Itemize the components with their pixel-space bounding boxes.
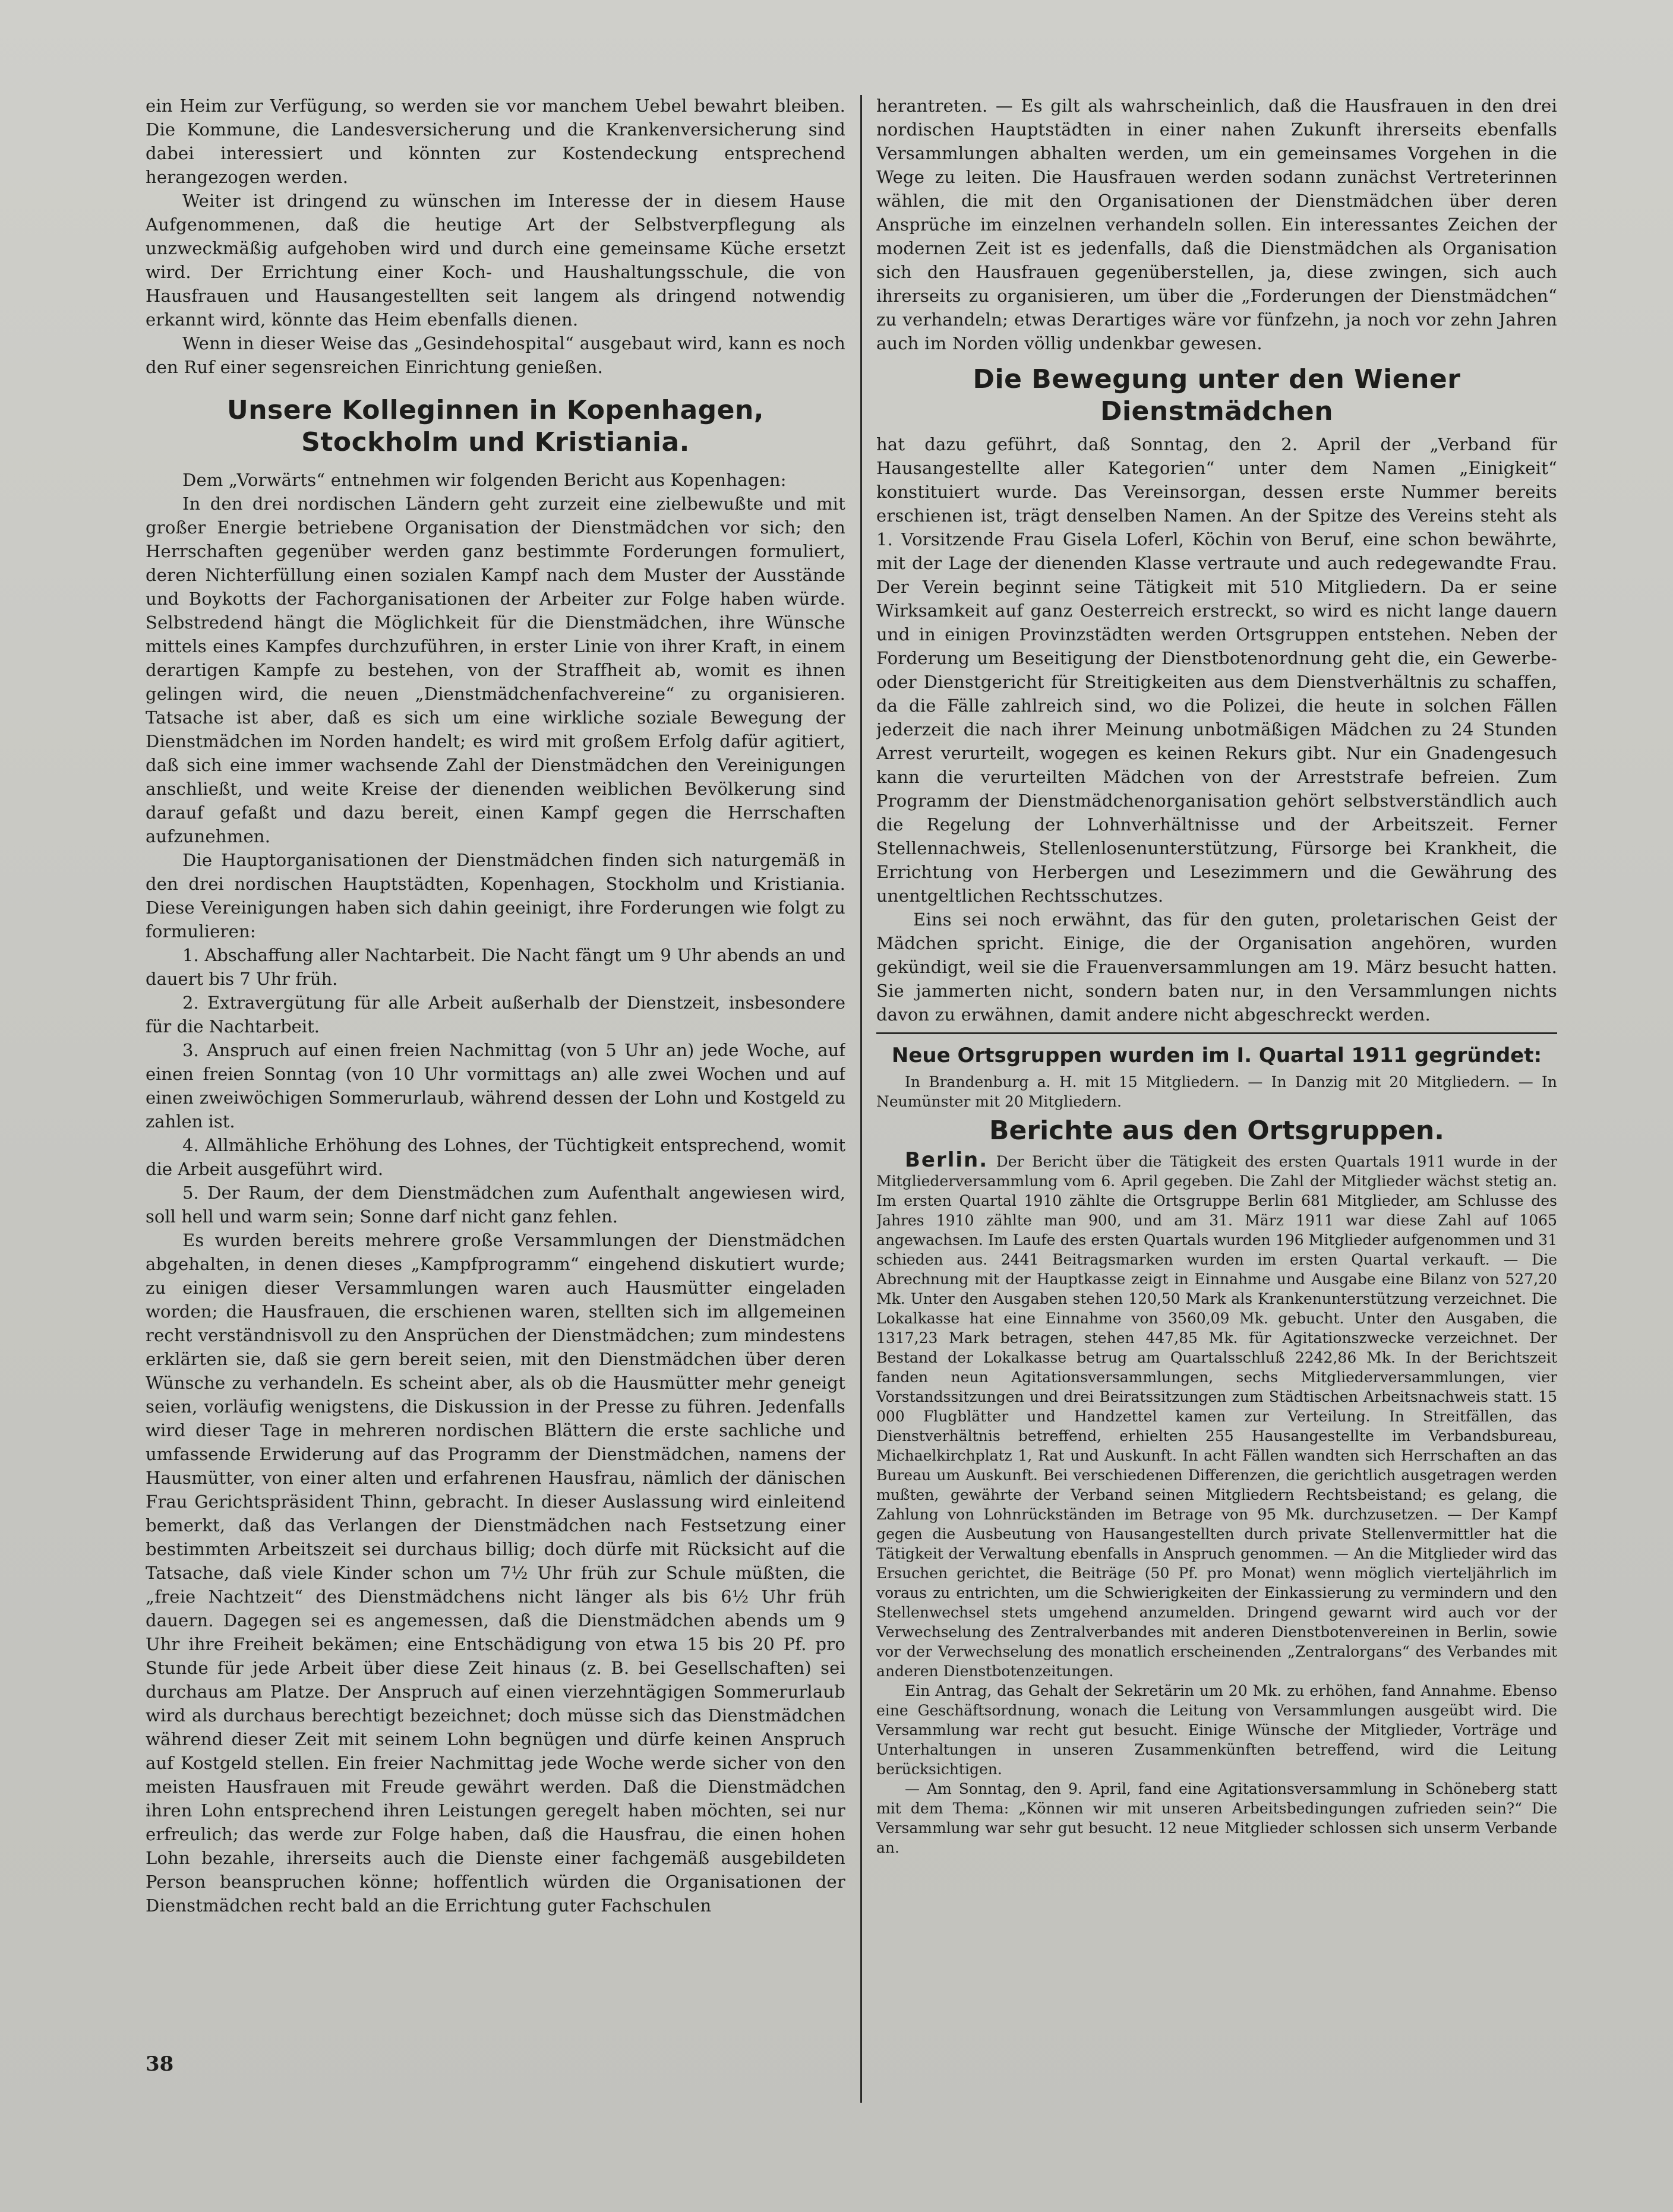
- berlin-report-text: Der Bericht über die Tätigkeit des ersten Quartals 1911 wurde in der Mitgliederversammlung vom 6. April gegeben. Die Zahl der Mitglieder wächst stetig an. Im ersten Quartal 1910 zählte die Ortsgruppe Berlin 681 Mitglieder, am Schlusse des Jahres 1910 zählte man 900, und am 31. März 1911 war diese Zahl auf 1065 angewachsen. Im Laufe des ersten Quartals wurden 196 Mitglieder aufgenommen und 31 schieden aus. 2441 Beitragsmarken wurden im ersten Quartal verkauft. — Die Abrechnung mit der Hauptkasse zeigt in Einnahme und Ausgabe eine Bilanz von 527,20 Mk. Unter den Ausgaben stehen 120,50 Mark als Krankenunterstützung verzeichnet. Die Lokalkasse hat eine Einnahme von 3560,09 Mk. gebucht. Unter den Ausgaben, die 1317,23 Mark betragen, stehen 447,85 Mk. für Agitationszwecke verzeichnet. Der Bestand der Lokalkasse betrug am Quartalsschluß 2242,86 Mk. In der Berichtszeit fanden neun Agitationsversammlungen, sechs Mitgliederversammlungen, vier Vorstandssitzungen und drei Beiratssitzungen zum Städtischen Arbeitsnachweis statt. 15 000 Flugblätter und Handzettel kamen zur Verteilung. In Streitfällen, das Dienstverhältnis betreffend, erhielten 255 Hausangestellte im Verbandsbureau, Michaelkirchplatz 1, Rat und Auskunft. In acht Fällen wandten sich Herrschaften an das Bureau um Auskunft. Bei verschiedenen Differenzen, die gerichtlich ausgetragen werden mußten, gewährte der Verband seinen Mitgliedern Rechtsbeistand; es gelang, die Zahlung von Lohnrückständen im Betrage von 95 Mk. durchzusetzen. — Der Kampf gegen die Ausbeutung von Hausangestellten durch private Stellenvermittler hat die Tätigkeit der Verwaltung ebenfalls in Anspruch genommen. — An die Mitglieder wird das Ersuchen gerichtet, die Beiträge (50 Pf. pro Monat) wenn möglich vierteljährlich im voraus zu entrichten, um die Schwierigkeiten der Einkassierung zu vermindern und den Stellenwechsel stets umgehend anzumelden. Dringend gewarnt wird auch vor der Verwechselung des Zentralverbandes mit anderen Dienstbotenvereinen in Berlin, sowie vor der Verwechselung des monatlich erscheinenden „Zentralorgans“ des Verbandes mit anderen Dienstbotenzeitungen.: [876, 1153, 1557, 1680]
- page-number: 38: [146, 2052, 174, 2076]
- new-groups-headline: Neue Ortsgruppen wurden im I. Quartal 1911 gegründet:: [891, 1044, 1542, 1067]
- left-column: [146, 94, 845, 2090]
- intro-paragraph: Weiter ist dringend zu wünschen im Interesse der in diesem Hause Aufgenommenen, daß die heutige Art der Selbstverpflegung als unzweckmäßig aufgehoben wird und durch eine gemeinsame Küche ersetzt wird. Der Errichtung einer Koch- und Haushaltungsschule, die von Hausfrauen und Hausangestellten seit langem als dringend notwendig erkannt wird, könnte das Heim ebenfalls dienen.: [146, 191, 845, 330]
- berlin-paragraph: Ein Antrag, das Gehalt der Sekretärin um 20 Mk. zu erhöhen, fand Annahme. Ebenso eine Geschäftsordnung, wonach die Leitung von Versammlungen ausgeübt wird. Die Versammlung war recht gut besucht. Einige Wünsche der Mitglieder, Vorträge und Unterhaltungen in unseren Zusammenkünften betreffend, wird die Leitung berücksichtigen.: [876, 1682, 1557, 1778]
- vienna-paragraph: hat dazu geführt, daß Sonntag, den 2. April der „Verband für Hausangestellte aller Kategorien“ unter dem Namen „Einigkeit“ konstituiert wurde. Das Vereinsorgan, dessen erste Nummer bereits erschienen ist, trägt denselben Namen. An der Spitze des Vereins steht als 1. Vorsitzende Frau Gisela Loferl, Köchin von Beruf, eine schon bewährte, mit der Lage der dienenden Klasse vertraute und auch redegewandte Frau. Der Verein beginnt seine Tätigkeit mit 510 Mitgliedern. Da er seine Wirksamkeit auf ganz Oesterreich erstreckt, so wird es nicht lange dauern und in einigen Provinzstädten werden Ortsgruppen entstehen. Neben der Forderung um Beseitigung der Dienstbotenordnung geht die, ein Gewerbe- oder Dienstgericht für Streitigkeiten aus dem Dienstverhältnis zu schaffen, da die Fälle zahlreich sind, wo die Polizei, die heute in solchen Fällen jederzeit die nach ihrer Meinung unbotmäßigen Mädchen zu 24 Stunden Arrest verurteilt, wogegen es keinen Rekurs gibt. Nur ein Gnadengesuch kann die verurteilten Mädchen von der Arreststrafe befreien. Zum Programm der Dienstmädchenorganisation gehört selbstverständlich auch die Regelung der Lohnverhältnisse und der Arbeitszeit. Ferner Stellennachweis, Stellenlosenunterstützung, Fürsorge bei Krankheit, die Errichtung von Herbergen und Lesezimmern und die Gewährung des unentgeltlichen Rechtsschutzes.: [876, 434, 1557, 906]
- reports-headline: Berichte aus den Ortsgruppen.: [989, 1116, 1444, 1146]
- berlin-label: Berlin.: [905, 1148, 989, 1172]
- berlin-paragraph: — Am Sonntag, den 9. April, fand eine Agitationsversammlung in Schöneberg statt mit dem Thema: „Können wir mit unseren Arbeitsbedingungen zufrieden sein?“ Die Versammlung war sehr gut besucht. 12 neue Mitglieder schlossen sich unserm Verbande an.: [876, 1780, 1557, 1856]
- continuation-paragraph: herantreten. — Es gilt als wahrscheinlich, daß die Hausfrauen in den drei nordischen Hauptstädten in einer nahen Zukunft ihrerseits ebenfalls Versammlungen abhalten werden, um ein gemeinsames Vorgehen in die Wege zu leiten. Die Hausfrauen werden sodann zunächst Vertreterinnen wählen, die mit den Organisationen der Dienstmädchen über deren Ansprüche im einzelnen verhandeln sollen. Ein interessantes Zeichen der modernen Zeit ist es jedenfalls, daß die Dienstmädchen als Organisation sich den Hausfrauen gegenüberstellen, ja, diese zwingen, sich auch ihrerseits zu organisieren, um über die „Forderungen der Dienstmädchen“ zu verhandeln; etwas Derartiges wäre vor fünfzehn, ja noch vor zehn Jahren auch im Norden völlig undenkbar gewesen.: [876, 96, 1557, 353]
- body-paragraph: In den drei nordischen Ländern geht zurzeit eine zielbewußte und mit großer Energie betriebene Organisation der Dienstmädchen vor sich; den Herrschaften gegenüber werden ganz bestimmte Forderungen formuliert, deren Nichterfüllung einen sozialen Kampf nach dem Muster der Ausstände und Boykotts der Fachorganisationen der Arbeiter zur Folge haben würde. Selbstredend hängt die Möglichkeit für die Dienstmädchen, ihre Wünsche mittels eines Kampfes durchzuführen, in erster Linie von ihrer Kraft, in einem derartigen Kampfe zu bestehen, von der Straffheit ab, womit es ihnen gelingen wird, die neuen „Dienstmädchenfachvereine“ zu organisieren. Tatsache ist aber, daß es sich um eine wirkliche soziale Bewegung der Dienstmädchen im Norden handelt; es wird mit großem Erfolg dafür agitiert, daß sich eine immer wachsende Zahl der Dienstmädchen den Vereinigungen anschließt, und weite Kreise der dienenden weiblichen Bevölkerung sind darauf gefaßt und dazu bereit, einen Kampf gegen die Herrschaften aufzunehmen.: [146, 494, 845, 846]
- vienna-paragraph: Eins sei noch erwähnt, das für den guten, proletarischen Geist der Mädchen spricht. Einige, die der Organisation angehören, wurden gekündigt, weil sie die Frauenversammlungen am 19. März besucht hatten. Sie jammerten nicht, sondern baten nur, in den Versammlungen nichts davon zu erwähnen, damit andere nicht abgeschreckt werden.: [876, 909, 1557, 1025]
- berlin-report: [876, 1148, 1557, 1681]
- demand-item: 2. Extravergütung für alle Arbeit außerhalb der Dienstzeit, insbesondere für die Nachtarbeit.: [146, 993, 845, 1037]
- closing-paragraph: Es wurden bereits mehrere große Versammlungen der Dienstmädchen abgehalten, in denen dieses „Kampfprogramm“ eingehend diskutiert wurde; zu einigen dieser Versammlungen waren auch Hausmütter eingeladen worden; die Hausfrauen, die erschienen waren, stellten sich im allgemeinen recht verständnisvoll zu den Ansprüchen der Dienstmädchen; zum mindestens erklärten sie, daß sie gern bereit seien, mit den Dienstmädchen über deren Wünsche zu verhandeln. Es scheint aber, als ob die Hausmütter mehr geneigt seien, vorläufig wenigstens, die Diskussion in der Presse zu führen. Jedenfalls wird dieser Tage in mehreren nordischen Blättern die erste sachliche und umfassende Erwiderung auf das Programm der Dienstmädchen, namens der Hausmütter, von einer alten und erfahrenen Hausfrau, nämlich der dänischen Frau Gerichtspräsident Thinn, gebracht. In dieser Auslassung wird einleitend bemerkt, daß das Verlangen der Dienstmädchen nach Festsetzung einer bestimmten Arbeitszeit sei durchaus billig; doch dürfe mit Rücksicht auf die Tatsache, daß viele Kinder schon um 7½ Uhr früh zur Schule müßten, die „freie Nachtzeit“ des Dienstmädchens nicht länger als bis 6½ Uhr früh dauern. Dagegen sei es angemessen, daß die Dienstmädchen abends um 9 Uhr ihre Freiheit bekämen; eine Entschädigung von etwa 15 bis 20 Pf. pro Stunde für jede Arbeit über diese Zeit hinaus (z. B. bei Gesellschaften) sei durchaus am Platze. Der Anspruch auf einen vierzehntägigen Sommerurlaub wird als durchaus berechtigt bezeichnet; doch müsse sich das Dienstmädchen während dieser Zeit mit seinem Lohn begnügen und dürfe keinen Anspruch auf Kostgeld stellen. Ein freier Nachmittag jede Woche werde sicher von den meisten Hausfrauen mit Freude gewährt werden. Daß die Dienstmädchen ihren Lohn entsprechend ihren Leistungen geregelt haben möchten, sei nur erfreulich; das werde zur Folge haben, daß die Hausfrau, die einen hohen Lohn bezahle, ihrerseits auch die Dienste einer fachgemäß ausgebildeten Person beanspruchen könne; hoffentlich würden die Organisationen der Dienstmädchen recht bald an die Errichtung guter Fachschulen: [146, 1230, 845, 1916]
- section-rule: [876, 1032, 1557, 1034]
- vienna-headline: Die Bewegung unter den Wiener Dienstmädchen: [973, 364, 1461, 426]
- body-paragraph: Die Hauptorganisationen der Dienstmädchen finden sich naturgemäß in den drei nordischen Hauptstädten, Kopenhagen, Stockholm und Kristiania. Diese Vereinigungen haben sich dahin geeinigt, ihre Forderungen wie folgt zu formulieren:: [146, 850, 845, 941]
- demand-item: 3. Anspruch auf einen freien Nachmittag (von 5 Uhr an) jede Woche, auf einen freien Sonntag (von 10 Uhr vormittags an) alle zwei Wochen und auf einen zweiwöchigen Sommerurlaub, während dessen der Lohn und Kostgeld zu zahlen ist.: [146, 1040, 845, 1132]
- body-paragraph: Dem „Vorwärts“ entnehmen wir folgenden Bericht aus Kopenhagen:: [182, 470, 787, 490]
- intro-paragraph: ein Heim zur Verfügung, so werden sie vor manchem Uebel bewahrt bleiben. Die Kommune, die Landesversicherung und die Krankenversicherung sind dabei interessiert und könnten zur Kostendeckung entsprechend herangezogen werden.: [146, 96, 845, 187]
- column-divider: [860, 95, 862, 2103]
- demand-item: 5. Der Raum, der dem Dienstmädchen zum Aufenthalt angewiesen wird, soll hell und warm sein; Sonne darf nicht ganz fehlen.: [146, 1183, 845, 1227]
- demand-item: 1. Abschaffung aller Nachtarbeit. Die Nacht fängt um 9 Uhr abends an und dauert bis 7 Uhr früh.: [146, 945, 845, 989]
- new-groups-text: In Brandenburg a. H. mit 15 Mitgliedern. — In Danzig mit 20 Mitgliedern. — In Neumünster mit 20 Mitgliedern.: [876, 1073, 1557, 1110]
- intro-paragraph: Wenn in dieser Weise das „Gesindehospital“ ausgebaut wird, kann es noch den Ruf einer segensreichen Einrichtung genießen.: [146, 333, 845, 377]
- right-column: [876, 94, 1557, 2107]
- article-headline: Unsere Kolleginnen in Kopenhagen, Stockholm und Kristiania.: [226, 395, 765, 457]
- demand-item: 4. Allmähliche Erhöhung des Lohnes, der Tüchtigkeit entsprechend, womit die Arbeit ausgeführt wird.: [146, 1135, 845, 1179]
